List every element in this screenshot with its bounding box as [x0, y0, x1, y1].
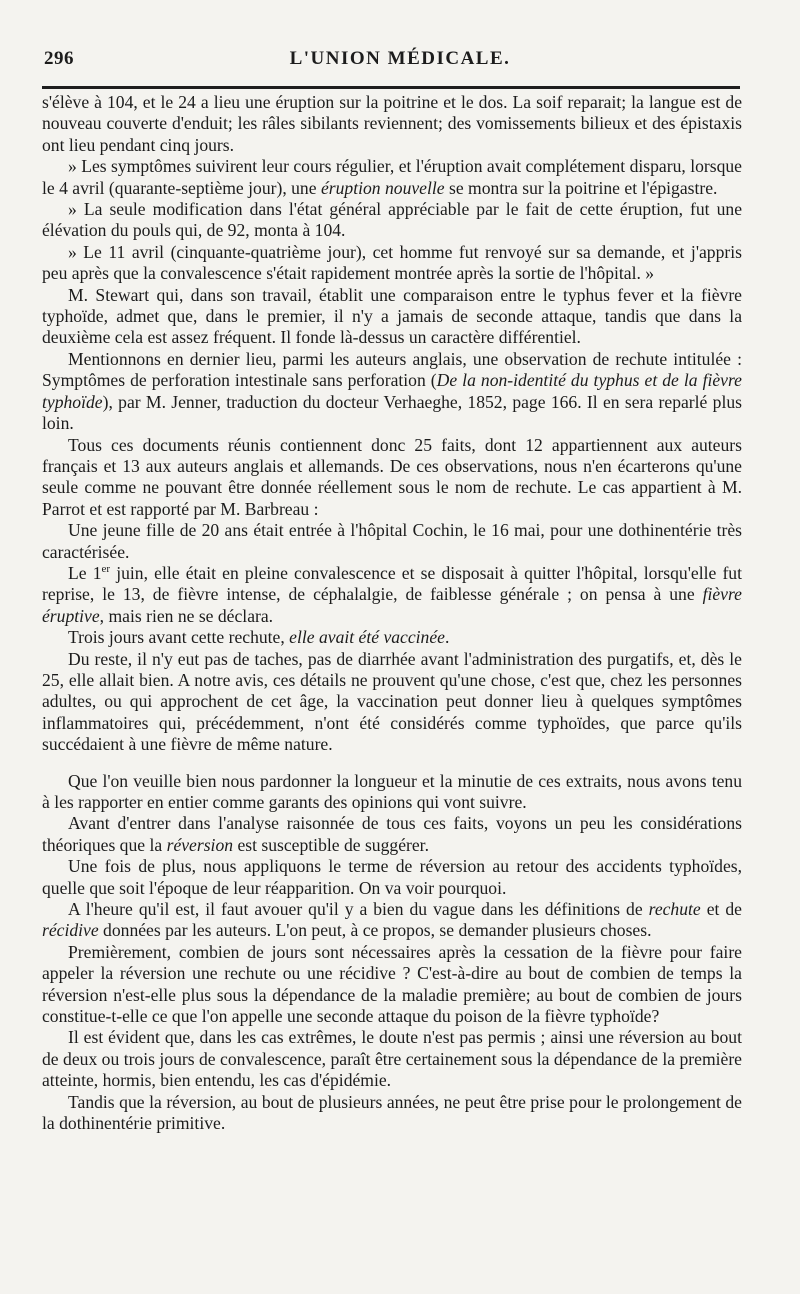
paragraph: [42, 92, 742, 156]
text-run: Il est évident que, dans les cas extrêmes, le doute n'est pas permis ; ainsi une réversion au bout de deux ou trois jours de convalescence, paraît être certainement sous la dépendance de la première atteinte, hormis, bien entendu, les cas d'épidémie.: [42, 1027, 742, 1091]
paragraph: [42, 813, 742, 856]
text-run: A l'heure qu'il est, il faut avouer qu'il y a bien du vague dans les définitions de: [68, 899, 649, 920]
superscript: er: [101, 563, 111, 576]
text-run: » La seule modification dans l'état général appréciable par le fait de cette éruption, fut une élévation du pouls qui, de 92, monta à 104.: [42, 199, 742, 241]
text-run: juin, elle était en pleine convalescence et se disposait à quitter l'hôpital, lorsqu'elle fut reprise, le 13, de fièvre intense, de céphalalgie, de faiblesse générale ; on pensa à une: [42, 562, 742, 605]
page-number: 296: [44, 48, 74, 69]
text-run: ), par M. Jenner, traduction du docteur Verhaeghe, 1852, page 166. Il en sera reparlé plus loin.: [42, 391, 742, 434]
text-run: se montra sur la poitrine et l'épigastre.: [444, 177, 718, 198]
page-header: [0, 40, 800, 72]
text-run: s'élève à 104, et le 24 a lieu une éruption sur la poitrine et le dos. La soif reparait; la langue est de nouveau couverte d'enduit; les râles sibilants reviennent; des vomissements bilieux et des épistaxis ont lieu pendant cinq jours.: [42, 92, 742, 155]
italic-text: fièvre éruptive: [42, 584, 742, 626]
paragraph: [42, 156, 742, 199]
text-run: données par les auteurs. L'on peut, à ce propos, se demander plusieurs choses.: [98, 920, 652, 941]
text-run: Tous ces documents réunis contiennent donc 25 faits, dont 12 appartiennent aux auteurs français et 13 aux auteurs anglais et allemands. De ces observations, nous n'en écarterons qu'une seule comme ne pouvant être donnée réellement sous le nom de rechute. Le cas appartient à M. Parrot et est rapporté par M. Barbreau :: [42, 434, 742, 519]
text-run: Du reste, il n'y eut pas de taches, pas de diarrhée avant l'administration des purgatifs, et, dès le 25, elle allait bien. A notre avis, ces détails ne prouvent qu'une chose, c'est que, chez les personnes adultes, ou qui approchent de cet âge, la vaccination peut donner lieu à quelques symptômes inflammatoires qui, précédemment, n'ont été considérés comme typhoïdes, que parce qu'ils succédaient à une fièvre de même nature.: [42, 648, 742, 755]
paragraph: [42, 349, 742, 435]
paragraph: [42, 649, 742, 756]
italic-text: éruption nouvelle: [320, 177, 445, 198]
text-run: et de: [700, 899, 742, 920]
text-run: , mais rien ne se déclara.: [99, 605, 274, 626]
text-run: Mentionnons en dernier lieu, parmi les auteurs anglais, une observation de rechute intitulée : Symptômes de perforation intestinale sans perforation (: [42, 348, 742, 391]
paragraph: [42, 285, 742, 349]
text-run: » Le 11 avril (cinquante-quatrième jour), cet homme fut renvoyé sur sa demande, et j'appris peu après que la convalescence s'était rapidement montrée après la sortie de l'hôpital. »: [42, 241, 742, 284]
text-run: Le 1: [68, 562, 102, 583]
header-rule: [42, 86, 740, 89]
running-title: L'UNION MÉDICALE.: [289, 48, 511, 69]
paragraph: [42, 856, 742, 899]
paragraph: [42, 1092, 742, 1135]
text-run: » Les symptômes suivirent leur cours régulier, et l'éruption avait complétement disparu, lorsque le 4 avril (quarante-septième jour), une: [42, 156, 742, 198]
paragraph: [42, 1027, 742, 1091]
paragraph: [42, 435, 742, 521]
body-text: [42, 92, 742, 1135]
paragraph: [42, 520, 742, 563]
text-run: Que l'on veuille bien nous pardonner la longueur et la minutie de ces extraits, nous avons tenu à les rapporter en entier comme garants des opinions qui vont suivre.: [42, 770, 742, 812]
text-run: Avant d'entrer dans l'analyse raisonnée de tous ces faits, voyons un peu les considérations théoriques que la: [42, 813, 742, 855]
italic-text: rechute: [648, 899, 701, 920]
paragraph: [42, 942, 742, 1028]
italic-text: De la non-identité du typhus et de la fièvre typhoïde: [42, 370, 742, 412]
paragraph: [42, 627, 742, 648]
paragraph: [42, 771, 742, 814]
italic-text: récidive: [42, 920, 99, 941]
text-run: Tandis que la réversion, au bout de plusieurs années, ne peut être prise pour le prolongement de la dothinentérie primitive.: [42, 1091, 742, 1134]
paragraph: [42, 563, 742, 627]
text-run: Une jeune fille de 20 ans était entrée à l'hôpital Cochin, le 16 mai, pour une dothinentérie très caractérisée.: [42, 520, 742, 562]
italic-text: elle avait été vaccinée: [289, 627, 445, 648]
text-run: Trois jours avant cette rechute,: [68, 627, 290, 648]
text-run: .: [444, 627, 450, 648]
paragraph: [42, 199, 742, 242]
italic-text: réversion: [166, 834, 234, 855]
text-run: Premièrement, combien de jours sont nécessaires après la cessation de la fièvre pour faire appeler la réversion une rechute ou une récidive ? C'est-à-dire au bout de combien de temps la réversion n'est-elle plus sous la dépendance de la maladie première; au bout de combien de jours constitue-t-elle ce que l'on appelle une seconde attaque du poison de la fièvre typhoïde?: [42, 941, 742, 1027]
paragraph: [42, 899, 742, 942]
text-run: Une fois de plus, nous appliquons le terme de réversion au retour des accidents typhoïdes, quelle que soit l'époque de leur réapparition. On va voir pourquoi.: [42, 856, 742, 898]
text-run: est susceptible de suggérer.: [233, 834, 429, 855]
paragraph: [42, 242, 742, 285]
text-run: M. Stewart qui, dans son travail, établit une comparaison entre le typhus fever et la fièvre typhoïde, admet que, dans le premier, il n'y a jamais de seconde attaque, tandis que dans la deuxième cela est assez fréquent. Il fonde là-dessus un caractère différentiel.: [42, 284, 742, 348]
